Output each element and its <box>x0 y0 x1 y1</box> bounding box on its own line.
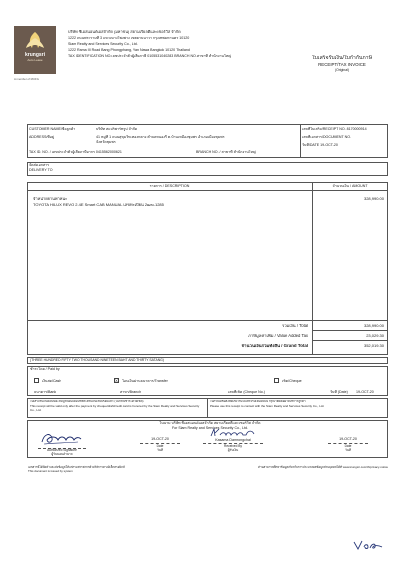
customer-address-line1: 41 หมู่ที่ 1 ถนนสุขุมวิท-ทองหลาง ตำบลหนองรี ต.บ้านเหมืองชุมพร อำเภอเมืองชุมพร <box>96 135 225 139</box>
note-left-2: This receipt will be valid only after the payment by cheque/draft/credit card is honored by the Siam Realty and Services Security Co., Ltd. <box>30 405 200 412</box>
bottom-note-2: This document is issued by system <box>28 469 73 473</box>
right-date-label-th: วันที่ <box>344 448 352 452</box>
cash-label: เงินสด/Cash <box>42 379 62 383</box>
total-label: รวมเงิน / Total <box>281 324 308 328</box>
amount-in-words: (THREE HUNDRED FIFTY TWO THOUSAND NINETEEN BAHT AND THIRTY SATANG) <box>30 358 164 362</box>
grand-total-value: 352,019.30 <box>363 344 384 348</box>
logo-footer: A member of MUFG <box>14 77 39 81</box>
krungsri-emblem-icon <box>14 28 56 54</box>
received-by-label: Received By <box>224 444 242 448</box>
right-date-label: Date <box>344 444 352 448</box>
doc-title-th: ใบเสร็จรับเงิน/ใบกำกับภาษี <box>311 55 373 61</box>
customer-name-label: CUSTOMER NAME/ชื่อลูกค้า <box>29 127 76 131</box>
left-date-label-th: วันที่ <box>156 448 164 452</box>
cheque-checkbox[interactable] <box>274 378 279 383</box>
bottom-privacy-note: ท่านสามารถศึกษาข้อมูลเกี่ยวกับการประมวลผลข้อมูลส่วนบุคคลได้ที่ www.krungsri.com/th/privacy-notice <box>257 465 388 469</box>
amount-header: จำนวนเงิน / AMOUNT <box>332 184 368 188</box>
paid-by-label: ชำระโดย / Paid by <box>30 367 60 371</box>
company-address-th: 1222 ถนนพระรามที่ 3 แขวงบางโพงพาง เขตยานนาวา กรุงเทพมหานคร 10120 <box>68 36 190 40</box>
authorized-signature-mark <box>38 430 84 448</box>
company-name-th: บริษัท ซีเอสแอนด์เอสจำกัด (มหาชน) สยามเรียลตี้และเซอร์วิส จำกัด <box>68 30 181 34</box>
customer-branch: BRANCH NO. / สาขาที่ สำนักงานใหญ่ <box>196 150 256 154</box>
delivery-label-en: DELIVERY TO <box>29 168 53 172</box>
item-line2: TOYOTA HILUX REVO 2.4E Smart CAB MANUAL เลขทะเบียน 2ฒฆ-1285 <box>33 203 164 207</box>
transfer-checkbox[interactable]: X <box>115 378 118 383</box>
note-left-1: ใบเสร็จรับเงินฉบับนี้จะสมบูรณ์ต่อเมื่อบริษัทได้รับเงินเรียบร้อยแล้ว (ในกรณีชำระด้วยเช็ค) <box>30 400 144 403</box>
footer-company-en: For Siam Realty and Services Security Co., Ltd. <box>171 426 249 430</box>
note-right-2: Please use this receipt to contact with the Siam Realty and Services Security Co., Ltd. <box>210 405 325 408</box>
customer-name-value: บริษัท สแปร์พาร์ทรูป จำกัด <box>96 127 138 131</box>
handwritten-initials <box>352 538 384 552</box>
logo-text: krungsri <box>24 52 45 58</box>
transfer-label: โอนเงินผ่านธนาคาร/Transfer <box>122 379 168 383</box>
cash-checkbox[interactable] <box>34 378 39 383</box>
received-by-name: Kasama Damrongchai <box>215 438 251 442</box>
company-address-en: 1222 Rama III Road Bang Phongphang, Yan Nawa Bangkok 10120 Thailand <box>68 48 190 52</box>
company-logo <box>14 26 56 74</box>
bottom-note-1: เอกสารนี้ได้จัดทำและส่งข้อมูลให้แก่กรมสรรพากรด้วยวิธีการทางอิเล็กทรอนิกส์ <box>28 465 125 469</box>
left-date-label: Date <box>156 444 164 448</box>
authorized-signature-label: Authorized Signature <box>47 448 77 452</box>
right-signature-date: 19-OCT-20 <box>339 437 357 441</box>
total-value: 328,990.00 <box>363 324 384 328</box>
bank-label: ธนาคาร/Bank <box>34 390 57 394</box>
note-right-1: ในกรณีมีข้อสงสัยเกี่ยวกับใบเสร็จรับเงินฉบับนี้ กรุณาติดต่อฝ่ายบริการลูกค้า <box>210 400 306 403</box>
vat-label: ภาษีมูลค่าเพิ่ม / Value Added Tax <box>248 334 308 338</box>
customer-address-label: ADDRESS/ที่อยู่ <box>29 135 55 139</box>
item-amount: 328,990.00 <box>363 197 384 201</box>
received-by-label-th: ผู้รับเงิน <box>227 448 239 452</box>
footer-company-th: ในนาม บริษัท ซีเอสแอนด์เอสจำกัด สยามเรียลตี้และเซอร์วิส จำกัด <box>159 421 261 425</box>
left-signature-date: 19-OCT-20 <box>151 437 169 441</box>
authorized-signature-label-th: ผู้รับมอบอำนาจ <box>51 452 73 456</box>
vat-value: 23,029.30 <box>366 334 384 338</box>
cheque-label: เช็ค/Cheque <box>282 379 302 383</box>
delivery-label-th: จัดส่งเอกสาร <box>29 163 50 167</box>
customer-address-line2: จังหวัดชุมพร <box>96 140 116 144</box>
desc-header: รายการ / DESCRIPTION <box>149 184 190 188</box>
company-name-en: Siam Realty and Services Security Co., Ltd. <box>68 42 138 46</box>
cheque-no-label: เลขที่เช็ค (Cheque No.) <box>228 390 265 394</box>
doc-copy-label: (Original) <box>335 68 349 72</box>
logo-subtext: Auto Lease <box>27 58 43 62</box>
document-date: วันที่/DATE 19-OCT-20 <box>302 143 338 147</box>
payment-date-value: 19-OCT-20 <box>356 390 374 394</box>
item-line1: จำหน่ายยานพาหนะ <box>33 197 68 201</box>
delivery-block <box>27 162 388 176</box>
doc-title-en: RECEIPT/TAX INVOICE <box>318 62 366 67</box>
receipt-number: เลขที่ใบเสร็จ/RECEIPT NO. 8170000914 <box>302 127 367 131</box>
document-number: เลขที่เอกสาร/DOCUMENT NO. <box>302 135 352 139</box>
payment-date-label: วันที่ (Date) <box>330 390 348 394</box>
company-tax-line: TAX IDENTIFICATION NO.เลขประจำตัวผู้เสียภาษี 0105531040283 BRANCH NO.สาขาที่ สำนักงานใหญ่ <box>68 54 232 58</box>
customer-taxid: TAX ID. NO. / เลขประจำตัวผู้เสียภาษีอากร 0415562000621 <box>29 150 122 154</box>
grand-total-label: จำนวนเงินรวมทั้งสิ้น / Grand Total <box>241 344 308 348</box>
branch-label: สาขา/Branch <box>120 390 142 394</box>
